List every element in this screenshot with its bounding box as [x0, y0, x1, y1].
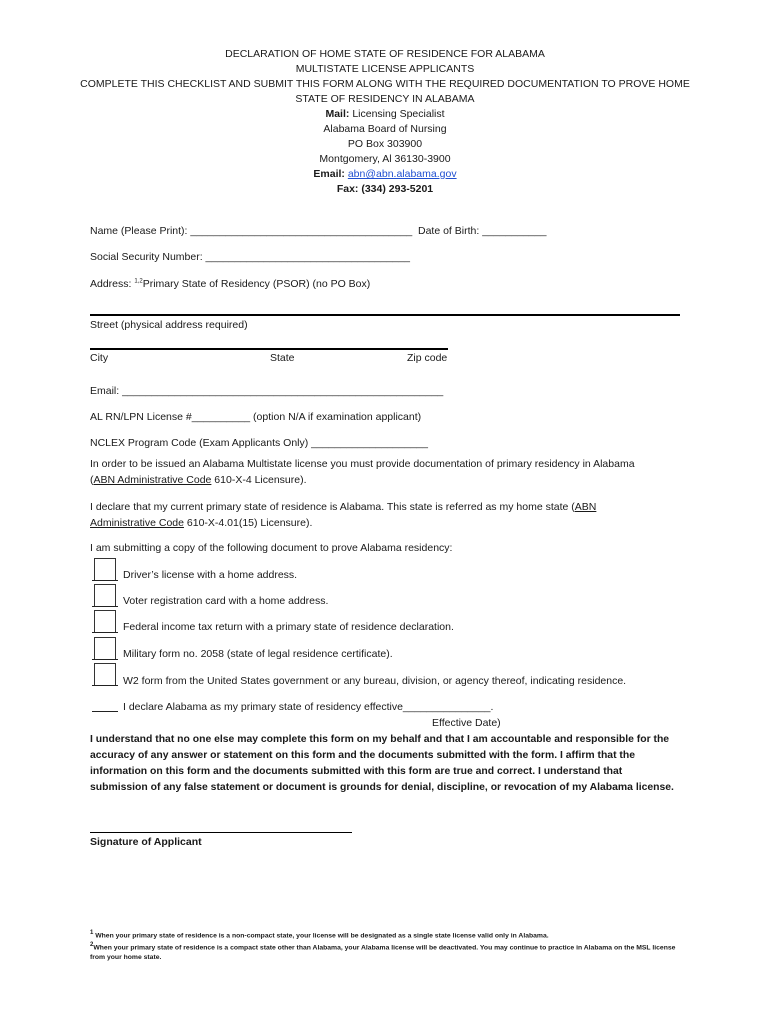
checklist-item-w2-form: W2 form from the United States government or any bureau, division, or agency thereof, indicating residence.: [123, 675, 627, 687]
name-field[interactable]: Name (Please Print): ______________________________________: [90, 225, 413, 237]
checkbox-underline: [92, 685, 118, 686]
requirement-line2: (ABN Administrative Code 610-X-4 Licensure).: [90, 474, 307, 486]
signature-label: Signature of Applicant: [90, 836, 202, 848]
effective-date-label: Effective Date): [432, 717, 501, 729]
checklist-item-drivers-license: Driver’s license with a home address.: [123, 569, 298, 581]
footnote-2: [90, 940, 690, 963]
checkbox-underline: [92, 580, 118, 581]
footnote-2-text: When your primary state of residence is a compact state other than Alabama, your Alabama license will be deactivated. You may continue to practice in Alabama on the MSL license from your home state.: [90, 944, 676, 962]
multistate-requirement-paragraph: [90, 456, 680, 488]
abn-link[interactable]: ABN: [574, 501, 597, 513]
license-field[interactable]: AL RN/LPN License #__________ (option N/A if examination applicant): [90, 411, 422, 423]
checkbox-underline: [92, 606, 118, 607]
declaration-line1: [90, 499, 680, 515]
declaration-line2: [90, 515, 680, 531]
state-label: State: [270, 352, 295, 364]
ssn-field[interactable]: Social Security Number: ___________________________________: [90, 251, 410, 263]
accountability-statement: I understand that no one else may complete this form on my behalf and that I am accountable and responsible for the accuracy of any answer or statement on this form and the documents submitted with the form. I affirm that the information on this form and the documents submitted with this form are true and correct. I understand that submission of any false statement or document is grounds for denial, discipline, or revocation of my Alabama license.: [90, 734, 674, 793]
mail-recipient: Licensing Specialist: [352, 108, 445, 120]
fax-line: [0, 182, 770, 197]
city-state-zip-line[interactable]: [90, 348, 448, 350]
form-title-line4: STATE OF RESIDENCY IN ALABAMA: [295, 93, 475, 105]
requirement-code-text: 610-X-4 Licensure).: [211, 474, 307, 486]
checklist-item-military-form: Military form no. 2058 (state of legal residence certificate).: [123, 648, 393, 660]
checklist-item-tax-return: Federal income tax return with a primary state of residence declaration.: [123, 621, 454, 633]
checkbox-drivers-license[interactable]: [94, 558, 116, 581]
footnote-2-mark: 2: [90, 942, 94, 948]
home-state-declaration-paragraph: [90, 499, 680, 531]
submitting-statement: I am submitting a copy of the following document to prove Alabama residency:: [90, 542, 453, 554]
mail-label: Mail:: [325, 108, 350, 120]
declaration-code-text: 610-X-4.01(15) Licensure).: [183, 517, 313, 529]
checkbox-tax-return[interactable]: [94, 610, 116, 633]
address-label: Address:: [90, 278, 132, 290]
mail-address-line1: Alabama Board of Nursing: [323, 123, 447, 135]
requirement-line1: In order to be issued an Alabama Multistate license you must provide documentation of primary residency in Alabama: [90, 458, 635, 470]
dob-field[interactable]: Date of Birth: ___________: [418, 225, 547, 237]
checkbox-military-form[interactable]: [94, 637, 116, 660]
signature-line[interactable]: [90, 832, 352, 833]
city-label: City: [90, 352, 109, 364]
form-title-line3: COMPLETE THIS CHECKLIST AND SUBMIT THIS FORM ALONG WITH THE REQUIRED DOCUMENTATION TO PROVE HOME: [80, 78, 690, 90]
email-label: Email:: [313, 168, 345, 180]
zip-label: Zip code: [407, 352, 448, 364]
form-title-line1: DECLARATION OF HOME STATE OF RESIDENCE FOR ALABAMA: [225, 48, 545, 60]
street-line[interactable]: [90, 314, 680, 316]
declaration-text: I declare that my current primary state of residence is Alabama. This state is referred as my home state (: [90, 501, 575, 513]
footnote-1-mark: 1: [90, 930, 94, 936]
abn-code-link[interactable]: ABN Administrative Code: [93, 474, 212, 486]
form-title-line2: MULTISTATE LICENSE APPLICANTS: [295, 63, 475, 75]
mail-line: [0, 107, 770, 122]
email-line: [0, 167, 770, 182]
psor-label: Primary State of Residency (PSOR) (no PO Box): [142, 278, 371, 290]
checkbox-alabama-declaration[interactable]: [92, 711, 118, 712]
fax-number: (334) 293-5201: [361, 183, 434, 195]
nclex-field[interactable]: NCLEX Program Code (Exam Applicants Only) ____________________: [90, 437, 428, 449]
email-field[interactable]: Email: _______________________________________________________: [90, 385, 444, 397]
mail-address-line2: PO Box 303900: [347, 138, 423, 150]
address-footnote-ref: 1,2: [134, 278, 143, 285]
street-label: Street (physical address required): [90, 319, 248, 331]
checkbox-w2-form[interactable]: [94, 663, 116, 686]
mail-address-line3: Montgomery, Al 36130-3900: [319, 153, 451, 165]
administrative-code-link[interactable]: Administrative Code: [90, 517, 184, 529]
footnote-1-text: When your primary state of residence is a non-compact state, your license will be designated as a single state license valid only in Alabama.: [93, 932, 549, 940]
email-link[interactable]: abn@abn.alabama.gov: [347, 168, 457, 180]
checklist-item-voter-registration: Voter registration card with a home address.: [123, 595, 329, 607]
checklist-item-alabama-declaration: I declare Alabama as my primary state of residency effective_______________.: [123, 701, 494, 713]
checkbox-underline: [92, 659, 118, 660]
address-heading: [90, 278, 370, 290]
checkbox-voter-registration[interactable]: [94, 584, 116, 607]
fax-label: Fax:: [336, 183, 359, 195]
checkbox-underline: [92, 632, 118, 633]
